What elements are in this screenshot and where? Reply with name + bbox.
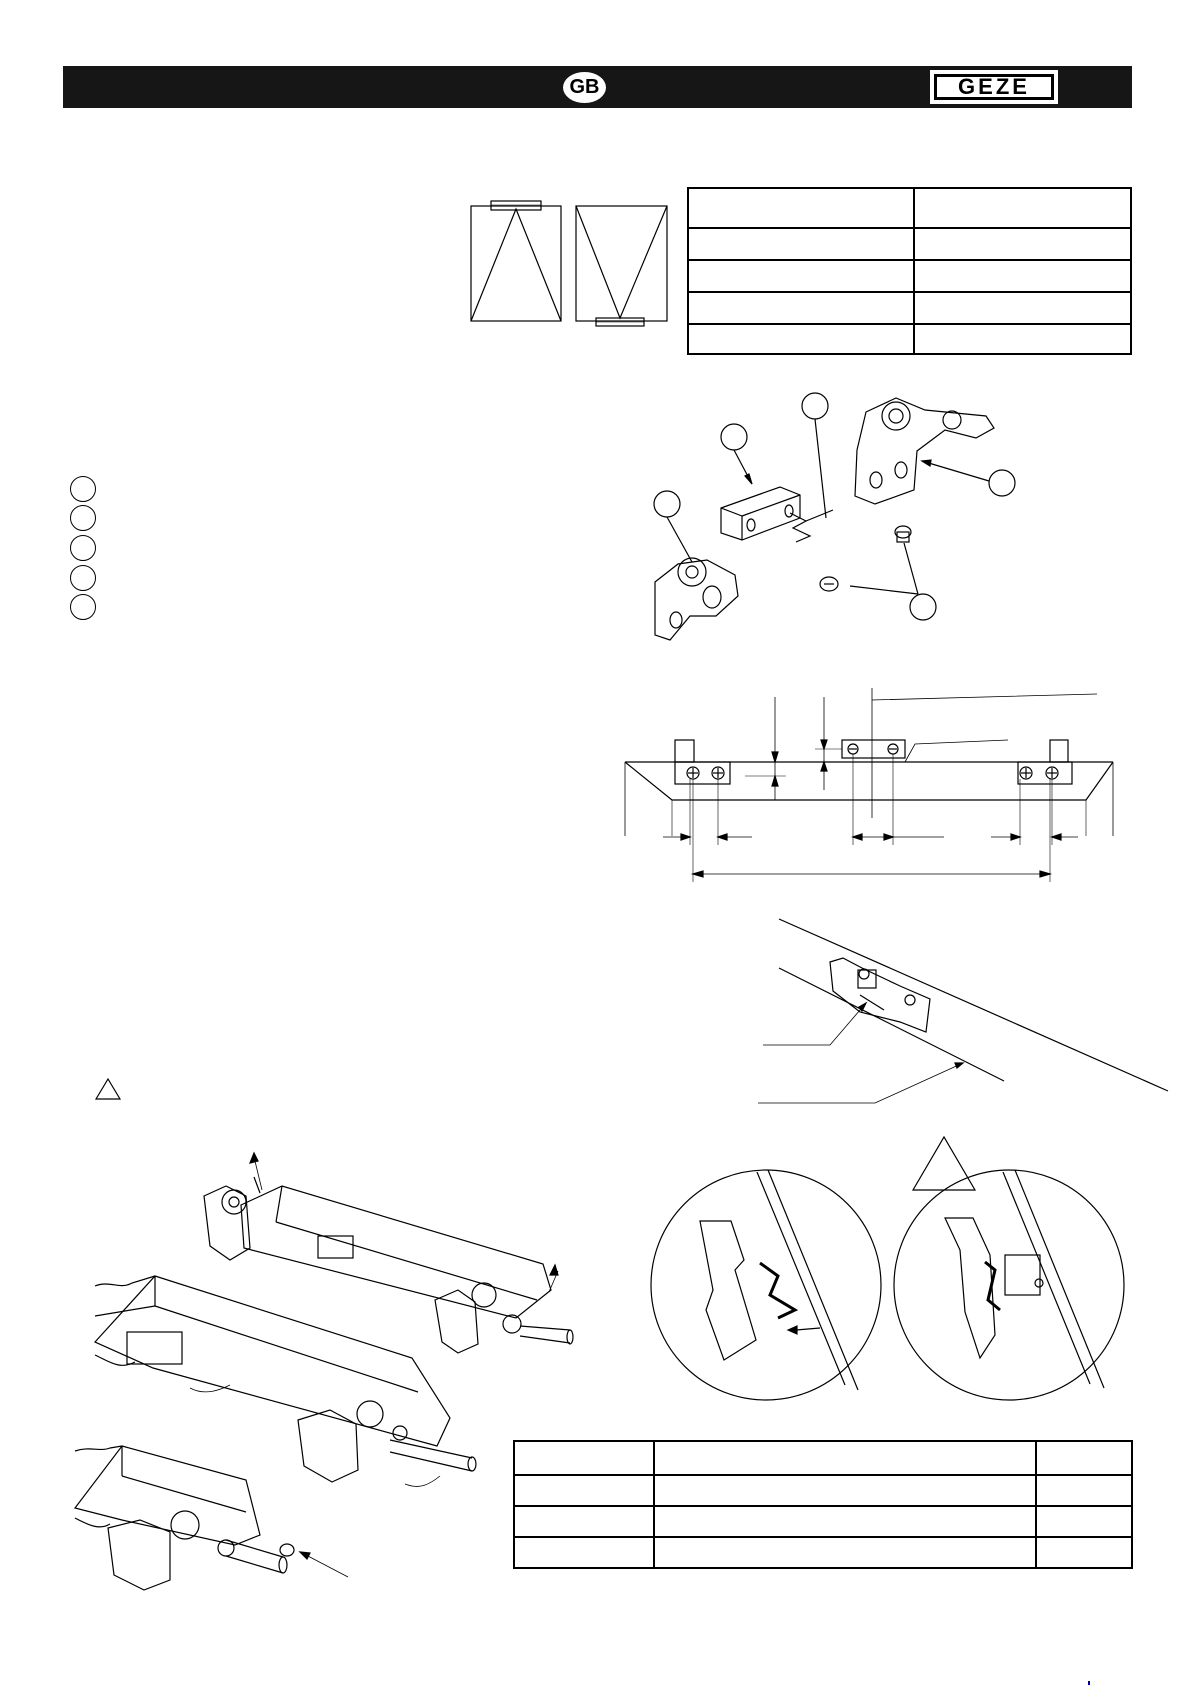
assembly-drawing-upper [204,1153,573,1353]
detail-view-right [894,1170,1124,1400]
frame-section-drawing [758,919,1168,1103]
brand-logo-text: GEZE [934,74,1054,100]
window-diagram-bottom-hinge [576,206,667,326]
warning-triangle-icon [913,1137,975,1190]
language-badge: GB [563,72,606,103]
exploded-parts-drawing [654,393,1015,640]
page-edge-mark [1088,1681,1090,1685]
warning-triangle-icon [96,1079,120,1099]
detail-view-left [651,1170,881,1400]
dimension-drawing [625,688,1113,882]
window-diagram-top-hinge [471,201,561,321]
